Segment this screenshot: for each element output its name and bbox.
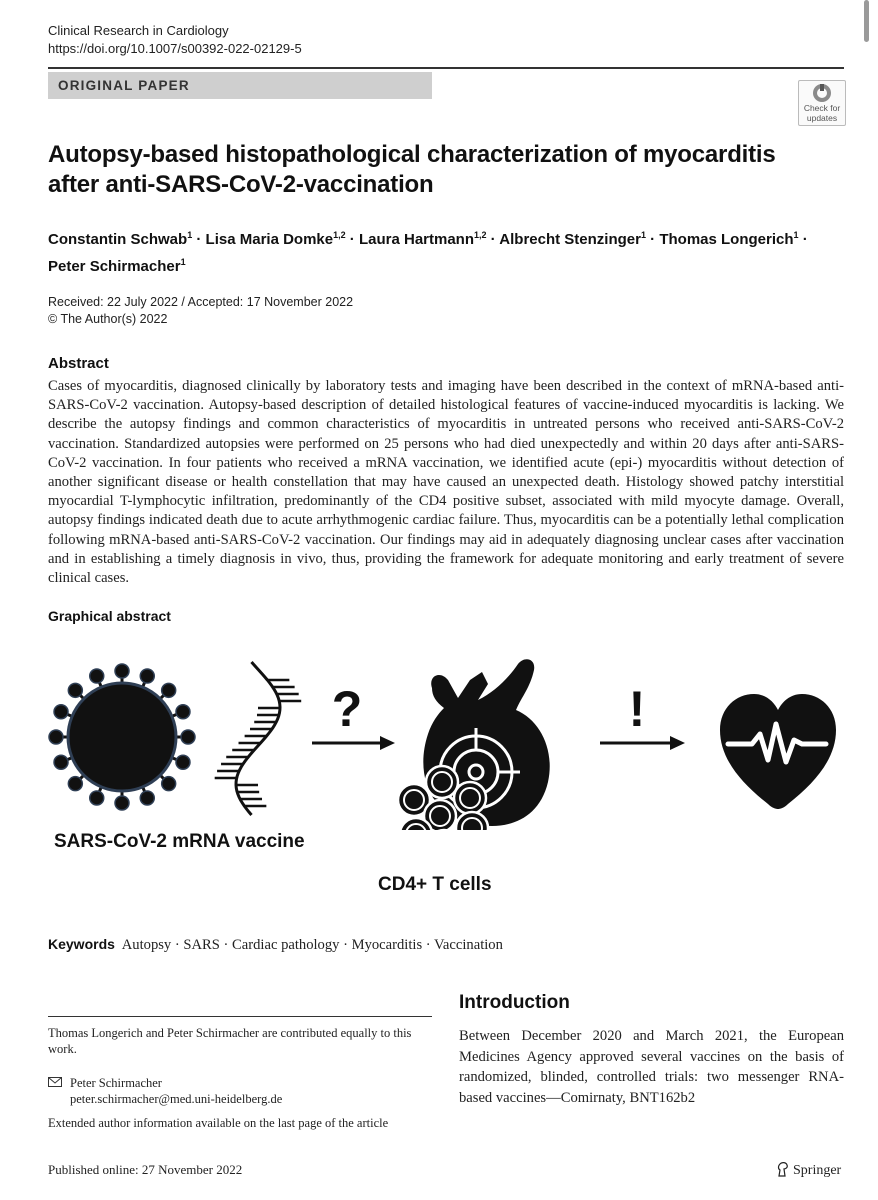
article-title: [48, 140, 808, 200]
keywords: [48, 934, 503, 955]
equal-contribution-note: Thomas Longerich and Peter Schirmacher are contributed equally to this work.: [48, 1026, 412, 1056]
abstract-heading: Abstract: [48, 355, 109, 372]
springer-horse-icon: [776, 1161, 790, 1177]
check-for-updates-badge[interactable]: [798, 80, 846, 126]
author-affiliation: 1,2: [474, 230, 487, 240]
author-separator: ·: [646, 231, 660, 248]
vaccine-label: SARS-CoV-2 mRNA vaccine: [54, 831, 305, 852]
author-name[interactable]: Lisa Maria Domke: [205, 231, 334, 248]
badge-line1: Check for: [803, 103, 841, 113]
corresponding-author: [48, 1075, 432, 1107]
journal-header: [48, 22, 302, 58]
article-dates: [48, 294, 353, 328]
title-line-1: Autopsy-based histopathological characterization of myocarditis: [48, 141, 776, 168]
corr-email[interactable]: peter.schirmacher@med.uni-heidelberg.de: [70, 1092, 283, 1106]
scrollbar-thumb[interactable]: [864, 0, 869, 42]
corr-name: Peter Schirmacher: [70, 1076, 162, 1090]
author-name[interactable]: Albrecht Stenzinger: [499, 231, 641, 248]
arrow-right-icon: [312, 736, 395, 750]
published-online: Published online: 27 November 2022: [48, 1162, 243, 1177]
graphical-abstract-heading: Graphical abstract: [48, 608, 171, 624]
question-mark: ?: [331, 681, 363, 737]
section-label: ORIGINAL PAPER: [58, 78, 190, 93]
author-affiliation: 1: [187, 230, 193, 240]
keywords-list: Autopsy · SARS · Cardiac pathology · Myocarditis · Vaccination: [121, 937, 503, 953]
footnote-rule: [48, 1016, 432, 1017]
author-affiliation: 1,2: [333, 230, 346, 240]
publisher-logo[interactable]: [776, 1161, 841, 1179]
author-name[interactable]: Peter Schirmacher: [48, 258, 181, 275]
author-separator: ·: [798, 231, 808, 248]
author-name[interactable]: Thomas Longerich: [659, 231, 794, 248]
mrna-strand-icon: [215, 662, 302, 815]
mail-icon: [48, 1077, 62, 1087]
keywords-label: Keywords: [48, 936, 115, 952]
doi-link[interactable]: https://doi.org/10.1007/s00392-022-02129-5: [48, 41, 302, 56]
received-accepted: Received: 22 July 2022 / Accepted: 17 November 2022: [48, 295, 354, 309]
section-label-bar: [48, 72, 432, 99]
virus-icon: [49, 664, 195, 810]
exclamation-mark: !: [628, 681, 646, 737]
author-separator: ·: [192, 231, 206, 248]
introduction-heading: Introduction: [459, 992, 570, 1013]
author-name[interactable]: Laura Hartmann: [358, 231, 474, 248]
abstract-text: Cases of myocarditis, diagnosed clinically by laboratory tests and imaging have been described in the context of mRNA-based anti-SARS-CoV-2 vaccination. Autopsy-based description of detailed histological features of vaccine-induced myocarditis is lacking. We describe the autopsy findings and common characteristics of myocarditis in untreated persons who received anti-SARS-CoV-2 vaccination. Standardized autopsies were performed on 25 persons who had died unexpectedly and within 20 days after anti-SARS-CoV-2 vaccination. In four patients who received a mRNA vaccination, we identified acute (epi-) myocarditis without detection of another significant disease or health constellation that may have caused an unexpected death. Histology showed patchy interstitial myocardial T-lymphocytic infiltration, predominantly of the CD4 positive subset, associated with mild myocyte damage. Overall, autopsy findings indicated death due to acute arrhythmogenic cardiac failure. Thus, myocarditis can be a potentially lethal complication following mRNA-based anti-SARS-CoV-2 vaccination. Our findings may aid in adequately diagnosing unclear cases after vaccination and in establishing a timely diagnosis in vivo, thus, providing the framework for adequate monitoring and early treatment of severe clinical cases.: [48, 378, 844, 587]
introduction-text: Between December 2020 and March 2021, the European Medicines Agency approved several vaccines on the basis of randomized, blinded, controlled trials: two messenger RNA-based vaccines—Comirnaty, BNT162b2: [459, 1028, 844, 1106]
badge-line2: updates: [806, 113, 838, 123]
graphical-abstract-figure: [40, 640, 840, 830]
author-separator: ·: [486, 231, 500, 248]
author-name[interactable]: Constantin Schwab: [48, 231, 188, 248]
author-list: [48, 224, 848, 278]
t-cells-label: CD4+ T cells: [378, 874, 492, 895]
arrow-right-icon: [600, 736, 685, 750]
check-updates-icon: [812, 83, 832, 103]
extended-info-note: Extended author information available on the last page of the article: [48, 1116, 389, 1130]
author-separator: ·: [345, 231, 359, 248]
heart-pulse-icon: [720, 694, 836, 809]
header-rule: [48, 67, 844, 69]
author-affiliation: 1: [180, 257, 186, 267]
journal-name: Clinical Research in Cardiology: [48, 23, 229, 38]
publisher-name: Springer: [793, 1163, 842, 1178]
title-line-2: after anti-SARS-CoV-2-vaccination: [48, 171, 434, 198]
author-affiliation: 1: [793, 230, 799, 240]
author-affiliation: 1: [640, 230, 646, 240]
copyright: © The Author(s) 2022: [48, 312, 168, 326]
